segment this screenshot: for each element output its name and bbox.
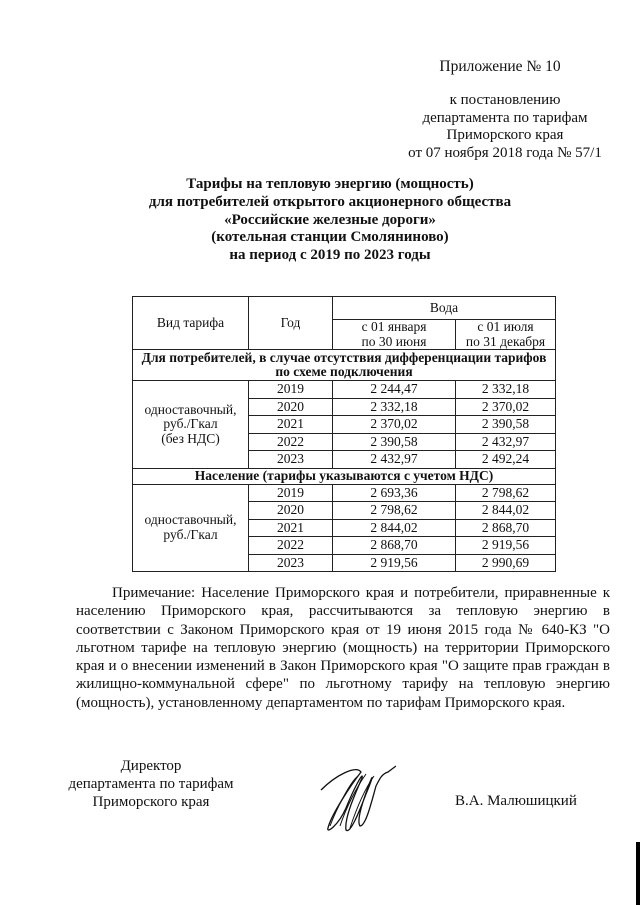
year-cell: 2019 bbox=[249, 381, 333, 399]
tariff-table bbox=[132, 296, 556, 572]
note-paragraph: Примечание: Население Приморского края и потребители, приравненные к населению Приморского края, рассчитываются за тепловую энергию в соответствии с Законом Приморского края от 19 июня 2015 года № 640-КЗ "О льготном тарифе на тепловую энергию (мощность) на территории Приморского края и о внесении изменений в Закон Приморского края "О защите прав граждан в жилищно-коммунальной сфере" по льготному тарифу на тепловую энергию (мощность), установленному департаментом по тарифам Приморского края. bbox=[76, 585, 610, 711]
tariff-type-cell bbox=[133, 381, 249, 469]
tariff-label-line: руб./Гкал bbox=[163, 416, 218, 431]
handwritten-signature-icon bbox=[316, 760, 396, 835]
section-title bbox=[133, 350, 556, 381]
section-title-line: Для потребителей, в случае отсутствия дифференциации тарифов bbox=[141, 349, 547, 365]
scan-edge-artifact bbox=[636, 842, 640, 905]
decree-reference bbox=[390, 92, 620, 162]
tariff-h2-cell: 2 390,58 bbox=[456, 416, 556, 434]
period-line: по 30 июня bbox=[361, 333, 427, 349]
tariff-h1-cell: 2 798,62 bbox=[333, 502, 456, 520]
position-line: Приморского края bbox=[92, 794, 210, 810]
year-cell: 2020 bbox=[249, 502, 333, 520]
year-cell: 2021 bbox=[249, 519, 333, 537]
tariff-h2-cell: 2 868,70 bbox=[456, 519, 556, 537]
title-line: «Российские железные дороги» bbox=[224, 211, 436, 228]
tariff-h2-cell: 2 919,56 bbox=[456, 537, 556, 555]
title-line: для потребителей открытого акционерного общества bbox=[148, 193, 512, 210]
tariff-h2-cell: 2 798,62 bbox=[456, 484, 556, 502]
decree-line: от 07 ноября 2018 года № 57/1 bbox=[408, 144, 602, 161]
tariff-h1-cell: 2 919,56 bbox=[333, 554, 456, 572]
period-line: с 01 июля bbox=[477, 319, 534, 334]
document-title bbox=[110, 176, 550, 265]
tariff-h2-cell: 2 370,02 bbox=[456, 398, 556, 416]
tariff-label-line: одноставочный, bbox=[144, 401, 237, 417]
tariff-h2-cell: 2 332,18 bbox=[456, 381, 556, 399]
tariff-h1-cell: 2 244,47 bbox=[333, 381, 456, 399]
year-cell: 2019 bbox=[249, 484, 333, 502]
year-cell: 2022 bbox=[249, 537, 333, 555]
tariff-h2-cell: 2 492,24 bbox=[456, 451, 556, 469]
tariff-label-line: (без НДС) bbox=[161, 430, 220, 446]
tariff-label-line: одноставочный, bbox=[144, 512, 237, 528]
tariff-h1-cell: 2 844,02 bbox=[333, 519, 456, 537]
header-period-2 bbox=[456, 320, 556, 350]
section-title: Население (тарифы указываются с учетом НДС) bbox=[133, 468, 556, 484]
header-row bbox=[133, 297, 556, 320]
header-year: Год bbox=[249, 297, 333, 350]
title-line: (котельная станции Смоляниново) bbox=[211, 229, 449, 246]
period-line: с 01 января bbox=[361, 319, 427, 334]
decree-line: Приморского края bbox=[446, 127, 564, 143]
header-tariff-type: Вид тарифа bbox=[133, 297, 249, 350]
tariff-h1-cell: 2 693,36 bbox=[333, 484, 456, 502]
period-line: по 31 декабря bbox=[465, 333, 546, 349]
header-period-1 bbox=[333, 320, 456, 350]
position-line: департамента по тарифам bbox=[68, 776, 234, 792]
year-cell: 2023 bbox=[249, 451, 333, 469]
section-title-line: по схеме подключения bbox=[275, 364, 413, 379]
decree-line: департамента по тарифам bbox=[422, 109, 588, 126]
tariff-h2-cell: 2 844,02 bbox=[456, 502, 556, 520]
position-line: Директор bbox=[120, 758, 182, 774]
year-cell: 2023 bbox=[249, 554, 333, 572]
tariff-h2-cell: 2 432,97 bbox=[456, 433, 556, 451]
year-cell: 2021 bbox=[249, 416, 333, 434]
tariff-h1-cell: 2 370,02 bbox=[333, 416, 456, 434]
tariff-h1-cell: 2 432,97 bbox=[333, 451, 456, 469]
signatory-name: В.А. Малюшицкий bbox=[455, 793, 577, 809]
section-header-row bbox=[133, 350, 556, 381]
tariff-h2-cell: 2 990,69 bbox=[456, 554, 556, 572]
header-water: Вода bbox=[333, 297, 556, 320]
signatory-position bbox=[56, 757, 246, 811]
title-line: Тарифы на тепловую энергию (мощность) bbox=[186, 176, 474, 192]
tariff-type-cell bbox=[133, 484, 249, 572]
tariff-h1-cell: 2 332,18 bbox=[333, 398, 456, 416]
section-header-row bbox=[133, 468, 556, 484]
year-cell: 2022 bbox=[249, 433, 333, 451]
table-row bbox=[133, 381, 556, 399]
year-cell: 2020 bbox=[249, 398, 333, 416]
tariff-h1-cell: 2 868,70 bbox=[333, 537, 456, 555]
decree-line: к постановлению bbox=[449, 92, 561, 108]
tariff-label-line: руб./Гкал bbox=[163, 526, 218, 542]
tariff-h1-cell: 2 390,58 bbox=[333, 433, 456, 451]
table-row bbox=[133, 484, 556, 502]
appendix-number: Приложение № 10 bbox=[439, 58, 561, 75]
title-line: на период с 2019 по 2023 годы bbox=[229, 247, 431, 264]
